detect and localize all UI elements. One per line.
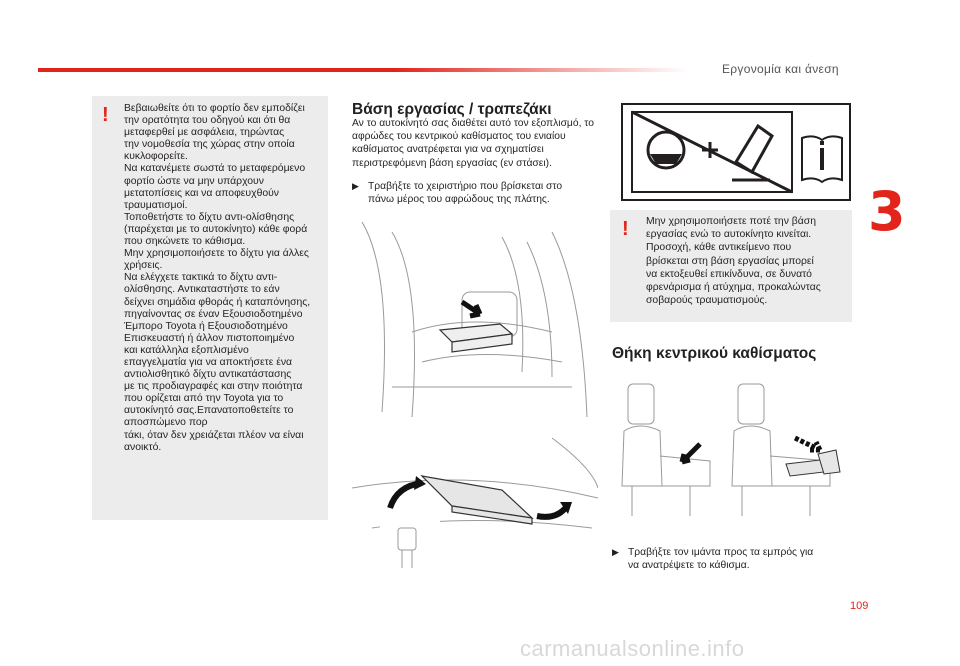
illustration-warning-label: [620, 102, 852, 202]
warning-text-left: Βεβαιωθείτε ότι το φορτίο δεν εμποδίζει την ορατότητα του οδηγού και ότι θα μεταφερθεί με ασφάλεια, τηρώντας την νομοθεσία της χώρας στην οποία κυκλοφορείτε. Να κατανέμετε σωστά το μεταφερόμενο φορτίο ώστε να μην υπάρχουν μετατοπίσεις και να αποφευχθούν τραυματισμοί. Τοποθετήστε το δίχτυ αντι-ολίσθησης (παρέχεται με το αυτοκίνητο) κάθε φορά που σηκώνετε το κάθισμα. Μην χρησιμοποιήσετε το δίχτυ για άλλες χρήσεις. Να ελέγχετε τακτικά το δίχτυ αντι- ολίσθησης. Αντικαταστήστε το εάν δείχνει σημάδια φθοράς ή καταπόνησης, πηγαίνοντας σε έναν Εξουσιοδοτημένο Έμπορο Toyota ή Εξουσιοδοτημένο Επισκευαστή ή άλλον πιστοποιημένο και κατάλληλα εξοπλισμένο επαγγελματία για να αποκτήσετε ένα αντιολισθητικό δίχτυ αντικατάστασης με τις προδιαγραφές και στην ποιότητα που ορίζεται από την Toyota για το αυτοκίνητό σας.Επανατοποθετείτε το αποσπώμενο πορ τάκι, όταν δεν χρειάζεται πλέον να είναι ανοικτό.: [124, 103, 311, 453]
section-heading-work-base: Βάση εργασίας / τραπεζάκι: [352, 101, 552, 118]
owner-manual-info-icon: [802, 136, 842, 182]
steering-wheel-icon: [648, 132, 684, 168]
section-heading-storage: Θήκη κεντρικού καθίσματος: [612, 345, 817, 362]
work-base-bullet-text: Τραβήξτε το χειριστήριο που βρίσκεται στο πάνω μέρος του αφρώδους της πλάτης.: [368, 181, 563, 206]
work-base-bullet: [352, 180, 602, 208]
warning-exclamation-icon: !: [102, 104, 109, 126]
illustration-table-swivel: [352, 428, 598, 534]
seat-sign-icon: [732, 126, 772, 180]
right-arrow-bullet-icon: ▶: [352, 181, 359, 191]
warning-text-right: Μην χρησιμοποιήσετε ποτέ την βάση εργασίας ενώ το αυτοκίνητο κινείται. Προσοχή, κάθε αντικείμενο που βρίσκεται στη βάση εργασίας μπορεί να εκτοξευθεί επικίνδυνα, σε δυνατό φρενάρισμα ή ατύχημα, προκαλώντας σοβαρούς τραυματισμούς.: [646, 216, 821, 307]
watermark: carmanualsonline.info: [520, 636, 745, 661]
section-title: Εργονομία και άνεση: [722, 62, 839, 76]
header-rule: [38, 68, 688, 72]
work-base-intro: Αν το αυτοκίνητό σας διαθέτει αυτό τον εξοπλισμό, το αφρώδες του κεντρικού καθίσματος του ενιαίου καθίσματος ανατρέφεται για να σχηματίσει περιστρεφόμενη βάση εργασίας (εν στάσει).: [352, 118, 594, 169]
illustration-work-base-cabin: [352, 212, 598, 422]
warning-box-right: [610, 210, 852, 322]
storage-bullet: [612, 546, 852, 576]
swivel-drawing: [352, 428, 598, 534]
chapter-number: 3: [868, 180, 906, 243]
buckle-drawing: [380, 520, 440, 570]
illustration-seat-storage: [610, 376, 852, 526]
right-arrow-bullet-icon: ▶: [612, 547, 619, 557]
page-number: 109: [850, 600, 869, 612]
label-drawing: [620, 102, 852, 202]
storage-drawing: [610, 376, 852, 526]
cabin-drawing: [352, 212, 598, 422]
warning-box-left: [92, 96, 328, 520]
storage-bullet-text: Τραβήξτε τον ιμάντα προς τα εμπρός για να ανατρέψετε το κάθισμα.: [628, 547, 814, 572]
illustration-seatbelt-buckle: [380, 520, 440, 570]
warning-exclamation-icon: !: [622, 218, 629, 240]
